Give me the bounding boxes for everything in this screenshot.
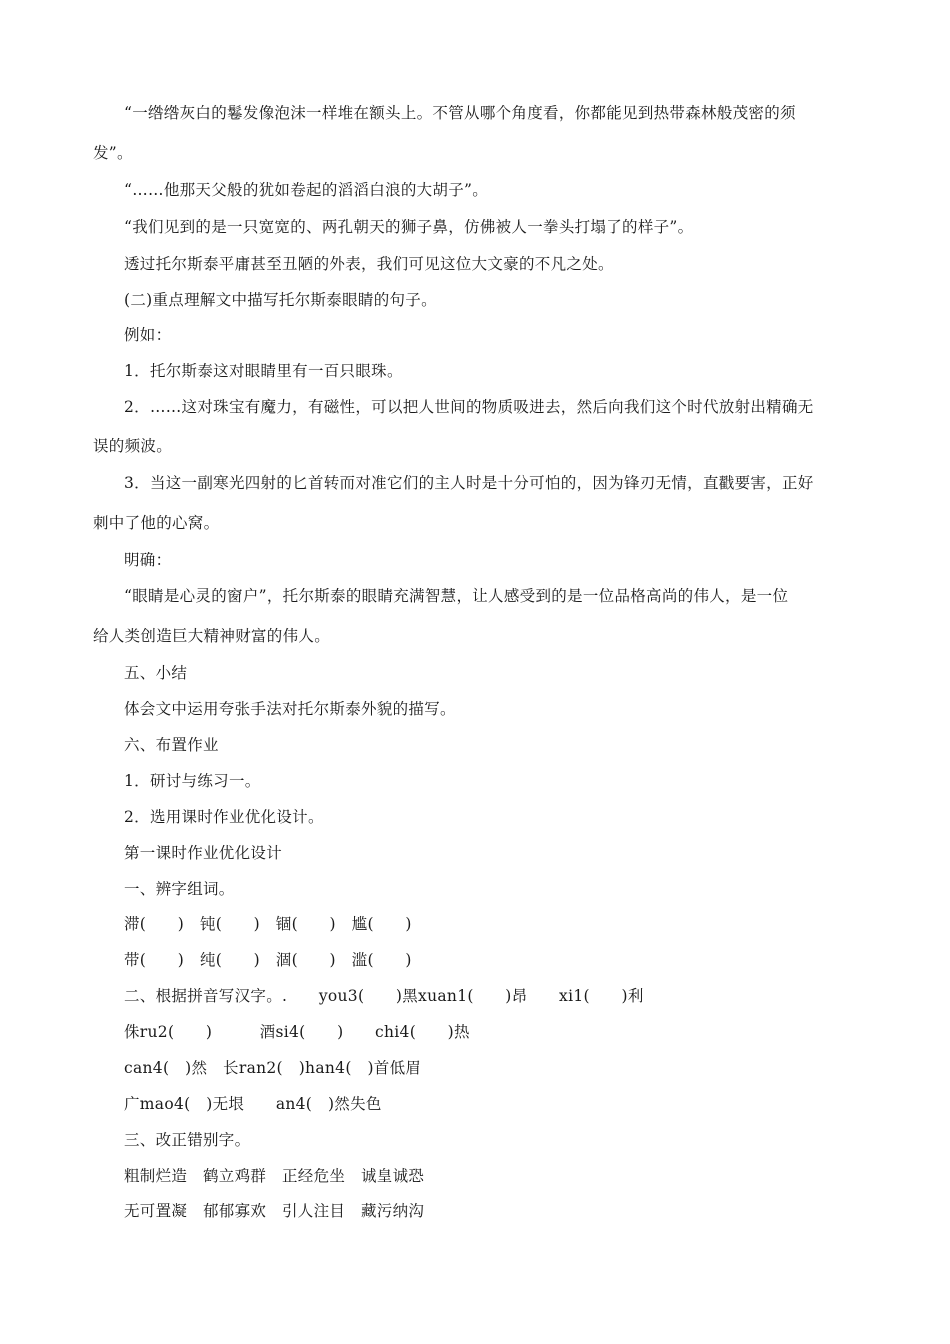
exercise-1-heading: 一、辨字组词。: [124, 880, 235, 898]
paragraph-summary: 体会文中运用夸张手法对托尔斯泰外貌的描写。: [124, 700, 456, 718]
homework-item-2: 2．选用课时作业优化设计。: [124, 808, 324, 826]
homework-item-1: 1．研讨与练习一。: [124, 772, 261, 790]
paragraph-beard-quote: “……他那天父般的犹如卷起的滔滔白浪的大胡子”。: [124, 181, 489, 199]
paragraph-eyes-conclusion-continued: 给人类创造巨大精神财富的伟人。: [93, 627, 331, 645]
paragraph-nose-quote: “我们见到的是一只宽宽的、两孔朝天的狮子鼻，仿佛被人一拳头打塌了的样子”。: [124, 218, 694, 236]
exercise-1-row-1: 滞( ) 钝( ) 锢( ) 尴( ): [124, 915, 412, 933]
section-eyes-heading: (二)重点理解文中描写托尔斯泰眼睛的句子。: [124, 291, 437, 309]
label-example: 例如：: [124, 326, 172, 344]
label-clarify: 明确：: [124, 551, 172, 569]
paragraph-eyes-conclusion: “眼睛是心灵的窗户”，托尔斯泰的眼睛充满智慧，让人感受到的是一位品格高尚的伟人，是一位: [124, 587, 789, 605]
example-item-2: 2．……这对珠宝有魔力，有磁性，可以把人世间的物质吸进去，然后向我们这个时代放射出精确无: [124, 398, 814, 416]
paragraph-appearance-summary: 透过托尔斯泰平庸甚至丑陋的外表，我们可见这位大文豪的不凡之处。: [124, 255, 614, 273]
example-item-2-continued: 误的频波。: [93, 437, 173, 455]
exercise-2-row-3: 广mao4( )无垠 an4( )然失色: [124, 1095, 382, 1113]
example-item-1: 1．托尔斯泰这对眼睛里有一百只眼珠。: [124, 362, 403, 380]
exercise-2-row-2: can4( )然 长ran2( )han4( )首低眉: [124, 1059, 422, 1077]
exercise-title: 第一课时作业优化设计: [124, 844, 283, 862]
example-item-3: 3．当这一副寒光四射的匕首转而对准它们的主人时是十分可怕的，因为锋刃无情，直戳要害，正好: [124, 474, 814, 492]
exercise-2-row-1: 侏ru2( ) 酒si4( ) chi4( )热: [124, 1023, 470, 1041]
exercise-3-heading: 三、改正错别字。: [124, 1131, 251, 1149]
exercise-2-heading: 二、根据拼音写汉字。. you3( )黑xuan1( )昂 xi1( )利: [124, 987, 644, 1005]
exercise-3-row-2: 无可置凝 郁郁寡欢 引人注目 藏污纳沟: [124, 1202, 425, 1220]
section-summary-heading: 五、小结: [124, 664, 188, 682]
example-item-3-continued: 刺中了他的心窝。: [93, 514, 220, 532]
exercise-1-row-2: 带( ) 纯( ) 涸( ) 滥( ): [124, 951, 412, 969]
paragraph-hair-quote-continued: 发”。: [93, 144, 133, 162]
section-homework-heading: 六、布置作业: [124, 736, 219, 754]
paragraph-hair-quote: “一绺绺灰白的鬈发像泡沫一样堆在额头上。不管从哪个角度看，你都能见到热带森林般茂密的须: [124, 104, 796, 122]
exercise-3-row-1: 粗制烂造 鹤立鸡群 正经危坐 诚皇诚恐: [124, 1167, 425, 1185]
